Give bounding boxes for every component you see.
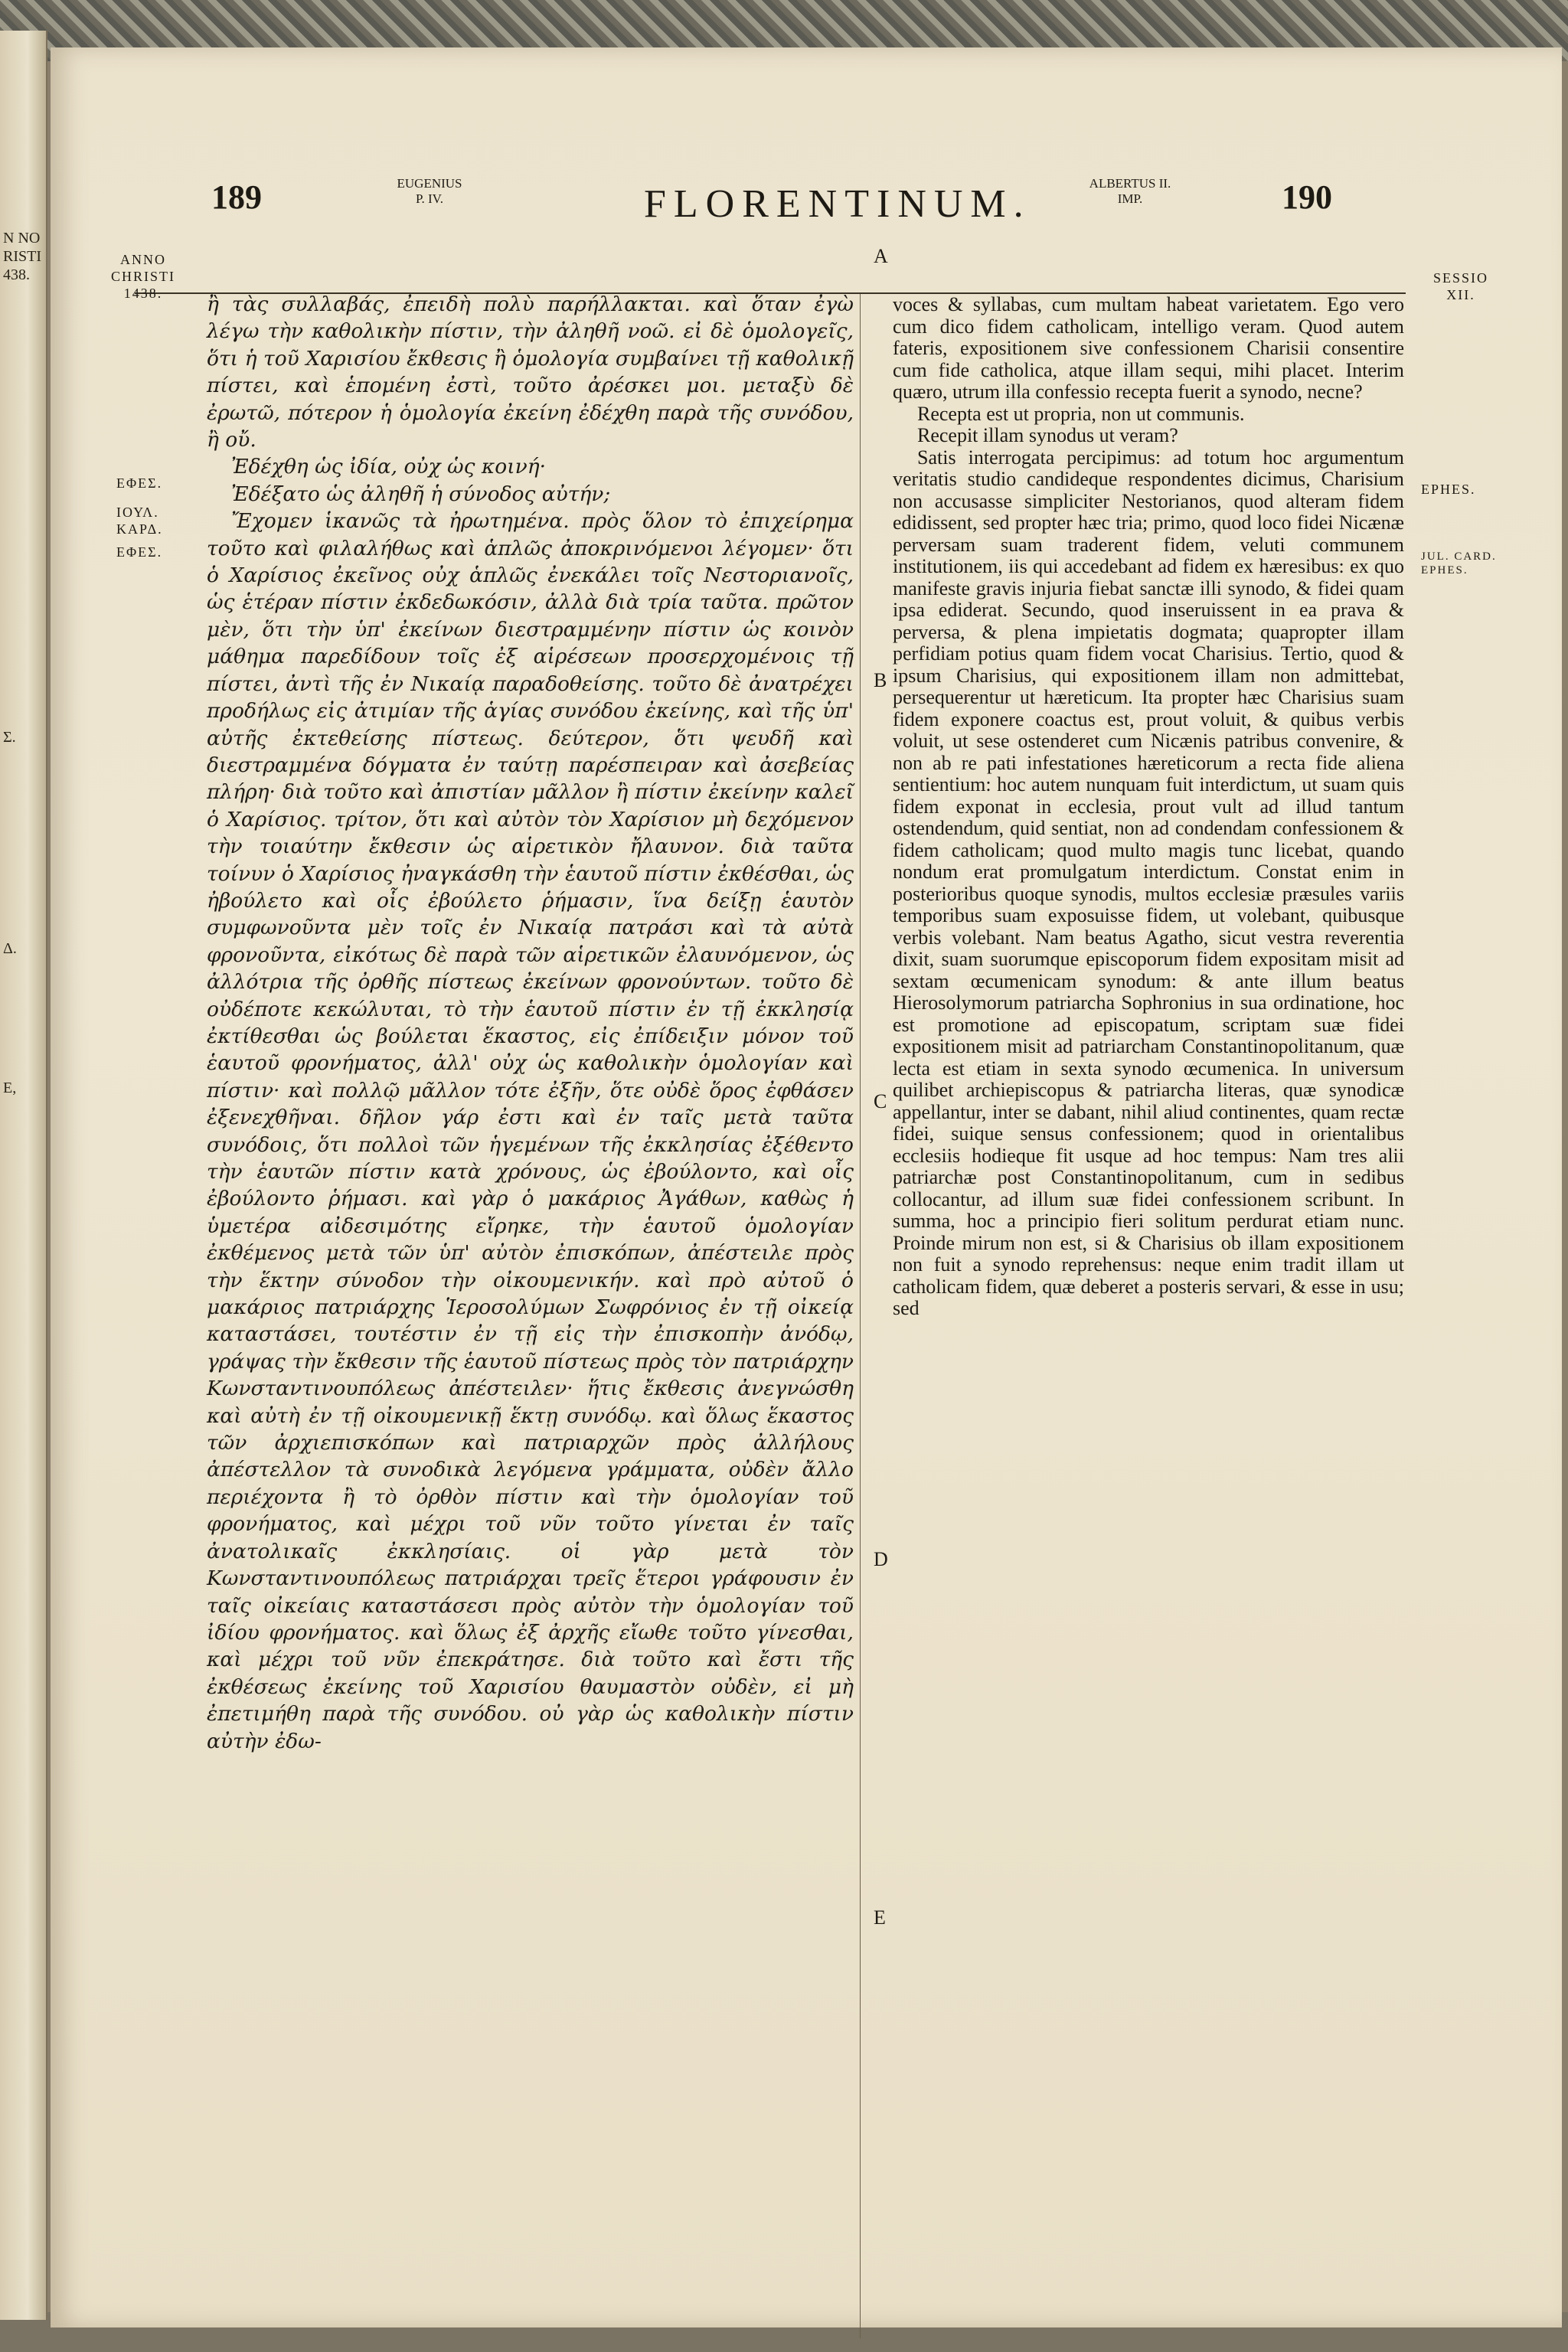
section-letter: A	[874, 245, 888, 267]
section-letter: E	[874, 1906, 886, 1929]
section-letter: C	[874, 1090, 887, 1112]
latin-paragraph: Satis interrogata percipimus: ad totum hoc argumentum veritatis studio candideque respondentes dicimus, Charisium non accusasse simpliciter Nestorianos, quod alteram fidem edidissent, sed propter hæc tria; primo, quod loco fidei Nicænæ perversam suam traderent fidem, veluti communem institutionem, iis qui accedebant ad fidem ex hæresibus: ex quo manifeste gravis injuria fiebat sanctæ illi synodo, & fidei quam ipsa ediderat. Secundo, quod inseruissent in ea prava & perversa, & plena impietatis dogmata; quapropter illam perfidiam potius quam fidem vocat Charisius. Tertio, quod & ipsum Charisius, qui expositionem illam non admittebat, persequerentur ut hæreticum. Ita propter hæc Charisius suam fidem exponere coactus est, prout voluit, & quibus verbis voluit, ut sese ostenderet cum Nicænis patribus convenire, & non ab re pati infestationes hæreticorum a recta fide aliena sentientium: hoc autem nunquam fuit interdictum, ut suam quis fidem exponat in ecclesia, prout vult ad illud tantum ostendendum, quid sentiat, non ad condendam confessionem & fidem catholicam; quod multo magis tunc licebat, quando nondum erat promulgatum interdictum. Constat enim in posterioribus quoque synodis, multos ecclesiæ præsules variis temporibus suam exposuisse fidem, ut volebant, quibusque verbis volebant. Nam beatus Agatho, sicut vestra reverentia dixit, suam suorumque episcoporum fidem expositam misit ad sextam œcumenicam synodum: & ante illum beatus Hierosolymorum patriarcha Sophronius in sua ordinatione, hoc est promotione ad episcopatum, scriptam suæ fidei expositionem misit ad patriarcham Constantinopolitanum, quæ lecta est etiam in sexta synodo œcumenica. In universum quilibet archiepiscopus & patriarcha literas, quæ synodicæ appellantur, inter se dabant, nihil aliud continentes, quam rectæ fidei, suique sensus confessionem; quod in orientalibus ecclesiis hodieque fit usque ad hoc tempus: Nam tres alii patriarchæ post Constantinopolitanum, cum in sedibus collocantur, ad illum suæ fidei confessionem scribunt. In summa, hoc a principio fieri solitum perdurat etiam nunc. Proinde mirum non est, si & Charisius ob illam expositionem non fuit a synodo reprehensus: neque enim tradit illam ut catholicam fidem, quæ deberet a posteris servari, & esse in usu; sed	[893, 446, 1404, 1319]
speaker-label: EPHES.	[1421, 482, 1476, 497]
book-page	[51, 47, 1562, 2328]
page-number-left: 189	[211, 178, 262, 216]
latin-paragraph: Recepit illam synodus ut veram?	[917, 424, 1178, 446]
section-letter: B	[874, 669, 887, 691]
greek-paragraph: Ἐδέξατο ὡς ἀληθῆ ἡ σύνοδος αὐτήν;	[231, 482, 611, 506]
margin-session: SESSIO XII.	[1432, 270, 1489, 302]
latin-paragraph: voces & syllabas, cum multam habeat varietatem. Ego vero cum dico fidem catholicam, intelligo veram. Quod autem fateris, expositionem sive confessionem Charisii consentire cum fide catholica, atque illam sequi, mihi placet. Interim quæro, utrum illa confessio recepta fuerit a synodo, necne?	[893, 293, 1404, 403]
left-page-fragment: Δ.	[3, 940, 17, 957]
column-divider	[860, 294, 861, 2338]
running-title: FLORENTINUM.	[644, 182, 1031, 226]
left-page-fragment: 438.	[3, 266, 30, 283]
speaker-label: JUL. CARD. EPHES.	[1421, 550, 1497, 577]
left-page-fragment: Ε,	[3, 1080, 17, 1096]
left-page-fragment: N NO	[3, 230, 41, 247]
section-letter: D	[874, 1548, 888, 1570]
speaker-label: ΕΦΕΣ.	[116, 544, 163, 560]
greek-paragraph: ἢ τὰς συλλαβάς, ἐπειδὴ πολὺ παρήλλακται. καὶ ὅταν ἐγὼ λέγω τὴν καθολικὴν πίστιν, τὴν ἀληθῆ νοῶ. εἰ δὲ ὁμολογεῖς, ὅτι ἡ τοῦ Χαρισίου ἔκθεσις ἢ ὁμολογία συμβαίνει τῇ καθολικῇ πίστει, καὶ ἑπομένη ἐστὶ, τοῦτο ἀρέσκει μοι. μεταξὺ δὲ ἐρωτῶ, πότερον ἡ ὁμολογία ἐκείνη ἐδέχθη παρὰ τῆς συνόδου, ἢ οὔ.	[207, 292, 854, 452]
greek-paragraph: Ἔχομεν ἱκανῶς τὰ ἠρωτημένα. πρὸς ὅλον τὸ ἐπιχείρημα τοῦτο καὶ φιλαλήθως καὶ ἁπλῶς ἀποκρινόμενοι λέγομεν· ὅτι ὁ Χαρίσιος ἐκεῖνος οὐχ ἁπλῶς ἐνεκάλει τοῖς Νεστοριανοῖς, ὡς ἑτέραν πίστιν ἐκδεδωκόσιν, ἀλλὰ διὰ τρία ταῦτα. πρῶτον μὲν, ὅτι τὴν ὑπ' ἐκείνων διεστραμμένην πίστιν ὡς κοινὸν μάθημα παρεδίδουν τοῖς ἐξ αἱρέσεων προσερχομένοις τῇ πίστει, ἀντὶ τῆς ἐν Νικαίᾳ παραδοθείσης. τοῦτο δὲ ἀνατρέχει προδήλως εἰς ἀτιμίαν τῆς ἁγίας συνόδου ἐκείνης, καὶ τῆς ὑπ' αὐτῆς ἐκτεθείσης πίστεως. δεύτερον, ὅτι ψευδῆ καὶ διεστραμμένα δόγματα ἐν ταύτῃ παρέσπειραν καὶ ἀσεβείας πλήρη· διὰ τοῦτο καὶ ἀπιστίαν μᾶλλον ἢ πίστιν ἐκείνην καλεῖ ὁ Χαρίσιος. τρίτον, ὅτι καὶ αὐτὸν τὸν Χαρίσιον μὴ δεχόμενον τὴν τοιαύτην ἔκθεσιν ὡς αἱρετικὸν ἤλαυνον. διὰ ταῦτα τοίνυν ὁ Χαρίσιος ἠναγκάσθη τὴν ἑαυτοῦ πίστιν ἐκθέσθαι, ὡς ἠβούλετο καὶ οἷς ἐβούλετο ῥήμασιν, ἵνα δείξῃ ἑαυτὸν συμφωνοῦντα μὲν τοῖς ἐν Νικαίᾳ πατράσι καὶ τὰ αὐτὰ φρονοῦντα, εἰκότως δὲ παρὰ τῶν αἱρετικῶν ἐλαυνόμενον, ὡς ἀλλότρια τῆς ὀρθῆς πίστεως ἐκείνων φρονούντων. τοῦτο δὲ οὐδέποτε κεκώλυται, τὸ τὴν ἑαυτοῦ πίστιν ἐν τῇ ἐκκλησίᾳ ἐκτίθεσθαι ὡς βούλεται ἕκαστος, εἰς ἐπίδειξιν μόνον τοῦ ἑαυτοῦ φρονήματος, ἀλλ' οὐχ ὡς καθολικὴν ὁμολογίαν καὶ πίστιν· καὶ πολλῷ μᾶλλον τότε ἐξῆν, ὅτε οὐδὲ ὅρος ἐφθάσεν ἐξενεχθῆναι. δῆλον γάρ ἐστι καὶ ἐν ταῖς μετὰ ταῦτα συνόδοις, ὅτι πολλοὶ τῶν ἡγεμένων τῆς ἐκκλησίας ἐξέθεντο τὴν ἑαυτῶν πίστιν κατὰ χρόνους, ὡς ἐβούλοντο, καὶ οἷς ἐβούλοντο ῥήμασι. καὶ γὰρ ὁ μακάριος Ἀγάθων, καθὼς ἡ ὑμετέρα αἰδεσιμότης εἴρηκε, τὴν ἑαυτοῦ ὁμολογίαν ἐκθέμενος μετὰ τῶν ὑπ' αὐτὸν ἐπισκόπων, ἀπέστειλε πρὸς τὴν ἕκτην σύνοδον τὴν οἰκουμενικήν. καὶ πρὸ αὐτοῦ ὁ μακάριος πατριάρχης Ἱεροσολύμων Σωφρόνιος ἐν τῇ οἰκείᾳ καταστάσει, τουτέστιν ἐν τῇ εἰς τὴν ἐπισκοπὴν ἀνόδῳ, γράψας τὴν ἔκθεσιν τῆς ἑαυτοῦ πίστεως πρὸς τὸν πατριάρχην Κωνσταντινουπόλεως ἀπέστειλεν· ἥτις ἔκθεσις ἀνεγνώσθη καὶ αὐτὴ ἐν τῇ οἰκουμενικῇ ἕκτῃ συνόδῳ. καὶ ὅλως ἕκαστος τῶν ἀρχιεπισκόπων καὶ πατριαρχῶν πρὸς ἀλλήλους ἀπέστελλον τὰ συνοδικὰ λεγόμενα γράμματα, οὐδὲν ἄλλο περιέχοντα ἢ τὸ ὀρθὸν πίστιν καὶ τὴν ὁμολογίαν τοῦ φρονήματος, καὶ μέχρι τοῦ νῦν τοῦτο γίνεται ἐν ταῖς ἀνατολικαῖς ἐκκλησίαις. οἱ γὰρ μετὰ τὸν Κωνσταντινουπόλεως πατριάρχαι τρεῖς ἕτεροι γράφουσιν ἐν ταῖς οἰκείαις καταστάσεσι πρὸς αὐτὸν τὴν ὁμολογίαν τοῦ ἰδίου φρονήματος. καὶ ὅλως ἐξ ἀρχῆς εἴωθε τοῦτο γίνεσθαι, καὶ μέχρι τοῦ νῦν ἐπεκράτησε. διὰ τοῦτο καὶ ἔστι τῆς ἐκθέσεως ἐκείνης τοῦ Χαρισίου θαυμαστὸν οὐδὲν, εἰ μὴ ἐπετιμήθη παρὰ τῆς συνόδου. οὐ γὰρ ὡς καθολικὴν πίστιν αὐτὴν ἐδω-	[207, 509, 854, 1753]
left-page-fragment: RISTI	[3, 248, 41, 265]
left-page-edge	[0, 31, 47, 2320]
speaker-label: ΙΟΥΛ. ΚΑΡΔ.	[116, 505, 163, 537]
speaker-label: ΕΦΕΣ.	[116, 475, 163, 491]
greek-paragraph: Ἐδέχθη ὡς ἰδία, οὐχ ὡς κοινή·	[231, 455, 546, 479]
margin-year: ANNO CHRISTI 1438.	[110, 252, 175, 301]
greek-column	[207, 291, 854, 1755]
page-number-right: 190	[1282, 178, 1332, 216]
left-page-fragment: Σ.	[3, 729, 16, 746]
running-head-right: ALBERTUS II. IMP.	[1089, 176, 1171, 206]
running-head-left: EUGENIUS P. IV.	[397, 176, 462, 206]
latin-paragraph: Recepta est ut propria, non ut communis.	[917, 402, 1245, 425]
latin-column	[893, 294, 1404, 1320]
